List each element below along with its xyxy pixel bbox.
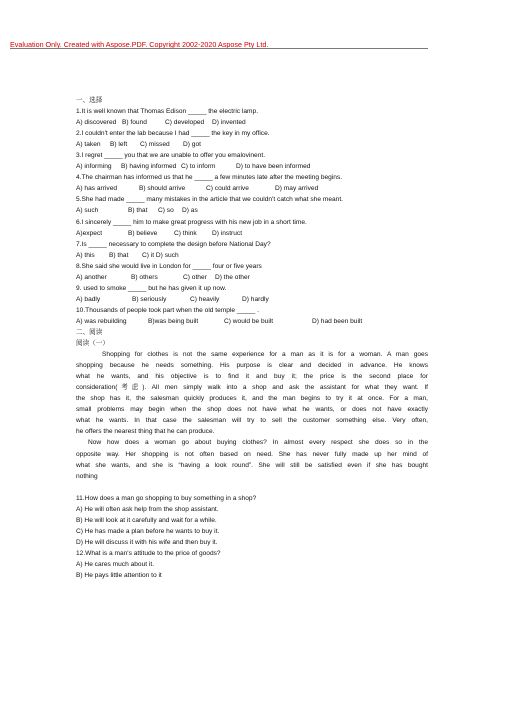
option-c: C) missed: [140, 141, 170, 149]
option-b: B) that: [128, 207, 148, 215]
option-a: A)expect: [76, 229, 103, 237]
question-text: 9. used to smoke _____ but he has given it up now.: [76, 284, 227, 292]
option-b: B) should arrive: [139, 185, 186, 193]
option-b: B) having informed: [121, 163, 177, 171]
option-d: D) invented: [212, 119, 246, 127]
question-options: [76, 228, 428, 239]
option-c: C) could arrive: [206, 185, 249, 193]
option-b: B) seriously: [132, 295, 167, 303]
reading-question-line: 11.How does a man go shopping to buy something in a shop?: [76, 494, 257, 502]
option-d: D) had been built: [312, 317, 363, 325]
option-a: A) such: [76, 207, 99, 215]
option-b: B) that: [109, 251, 129, 259]
option-b: B) believe: [128, 229, 158, 237]
question-options: [76, 183, 428, 194]
reading-question-line: C) He has made a plan before he wants to buy it.: [76, 527, 220, 535]
option-d: D) hardly: [242, 295, 269, 303]
question-options: [76, 272, 428, 283]
section-title-reading: 二、阅读: [76, 328, 103, 336]
question-text: 6.I sincerely _____ him to make great progress with his new job in a short time.: [76, 218, 307, 226]
reading-question-line: B) He will look at it carefully and wait for a while.: [76, 516, 217, 524]
option-a: A) discovered: [76, 119, 117, 127]
question-text: 7.Is _____ necessary to complete the design before National Day?: [76, 240, 271, 248]
passage-line: nothing: [76, 472, 98, 480]
question-list: [76, 106, 428, 327]
option-b: B)was being built: [148, 317, 199, 325]
question-text: 1.It is well known that Thomas Edison _____ the electric lamp.: [76, 108, 259, 116]
reading-question-list: [76, 493, 428, 581]
option-c: C) developed: [165, 119, 205, 127]
passage-line: consideration(考虑). All men simply walk into a shop and ask the assistant for what they want. If: [76, 384, 428, 392]
option-c: C) other: [183, 273, 207, 281]
question-text: 10.Thousands of people took part when the old temple _____ .: [76, 306, 259, 314]
option-a: A) was rebuilding: [76, 317, 127, 325]
reading-question-line: 12.What is a man's attitude to the price of goods?: [76, 549, 221, 557]
question-text: 4.The chairman has informed us that he _____ a few minutes late after the meeting begins.: [76, 174, 343, 182]
question-options: [76, 294, 428, 305]
reading-question-line: D) He will discuss it with his wife and then buy it.: [76, 538, 218, 546]
reading-question-line: A) He will often ask help from the shop assistant.: [76, 505, 219, 513]
watermark-underline: [10, 48, 428, 49]
passage-line: opposite way. Her shopping is not often based on need. She has never fully made up her mind of: [76, 450, 428, 458]
question-options: [76, 205, 428, 216]
section-title-choice: 一、选择: [76, 97, 103, 104]
option-a: A) another: [76, 273, 107, 281]
spacer: [76, 482, 428, 493]
question-options: [76, 316, 428, 327]
passage-line: he offers the nearest thing that he can produce.: [76, 428, 215, 436]
passage-line: shopping because he needs something. His purpose is clear and decided in advance. He knows: [76, 362, 428, 370]
passage-paragraph-1: [76, 349, 428, 437]
passage-line: what he wants. In that case the salesman will try to sell the customer something else. Very often,: [76, 417, 428, 425]
option-c: C) so: [158, 207, 174, 215]
option-d: D) got: [183, 141, 201, 149]
option-a: A) this: [76, 251, 95, 259]
question-text: 2.I couldn't enter the lab because I had _____ the key in my office.: [76, 130, 270, 138]
watermark-text: Evaluation Only. Created with Aspose.PDF. Copyright 2002-2020 Aspose Pty Ltd.: [10, 40, 269, 49]
passage-line: Shopping for clothes is not the same experience for a man as it is for a woman. A man goes: [102, 351, 428, 359]
option-c: C) would be built: [224, 317, 274, 325]
option-c: C) heavily: [190, 295, 220, 303]
question-options: [76, 161, 428, 172]
passage-line: the shop has it, the salesman quickly produces it, and the man begins to try it at once. For a man,: [76, 395, 428, 403]
option-b: B) found: [122, 119, 147, 127]
passage-line: small problems may begin when the shop does not have what he wants, or does not have exactly: [76, 406, 428, 414]
passage-paragraph-2: [76, 437, 428, 481]
option-c: C) think: [174, 229, 197, 237]
question-options: [76, 117, 428, 128]
option-a: A) taken: [76, 141, 101, 149]
option-c: C) it D) such: [142, 251, 179, 259]
question-options: [76, 139, 428, 150]
option-d: D) to have been informed: [236, 163, 311, 171]
option-d: D) instruct: [212, 229, 243, 237]
option-d: D) may arrived: [275, 185, 319, 193]
reading-question-line: B) He pays little attention to it: [76, 571, 162, 579]
document-body: [76, 95, 428, 581]
question-text: 5.She had made _____ many mistakes in the article that we couldn't catch what she meant.: [76, 196, 343, 204]
option-d: D) the other: [215, 273, 250, 281]
reading-title: 阅读（一）: [76, 340, 109, 348]
option-a: A) informing: [76, 163, 112, 171]
option-d: D) as: [182, 207, 198, 215]
passage-line: Now how does a woman go about buying clothes? In almost every respect she does so in the: [88, 439, 428, 447]
question-text: 3.I regret _____ you that we are unable to offer you emalovinent.: [76, 152, 266, 160]
passage-line: what she wants, and she is “having a look round”. She will still be satisfied even if she has bought: [76, 461, 428, 469]
question-options: [76, 250, 428, 261]
question-text: 8.She said she would live in London for _____ four or five years: [76, 262, 262, 270]
option-a: A) has arrived: [76, 185, 118, 193]
option-b: B) others: [131, 273, 158, 281]
passage-line: what he wants, and his objective is to find it and buy it; the price is the second place for: [76, 373, 428, 381]
option-c: C) to inform: [181, 163, 216, 171]
option-a: A) badly: [76, 295, 101, 303]
reading-question-line: A) He cares much about it.: [76, 560, 155, 568]
option-b: B) left: [110, 141, 128, 149]
